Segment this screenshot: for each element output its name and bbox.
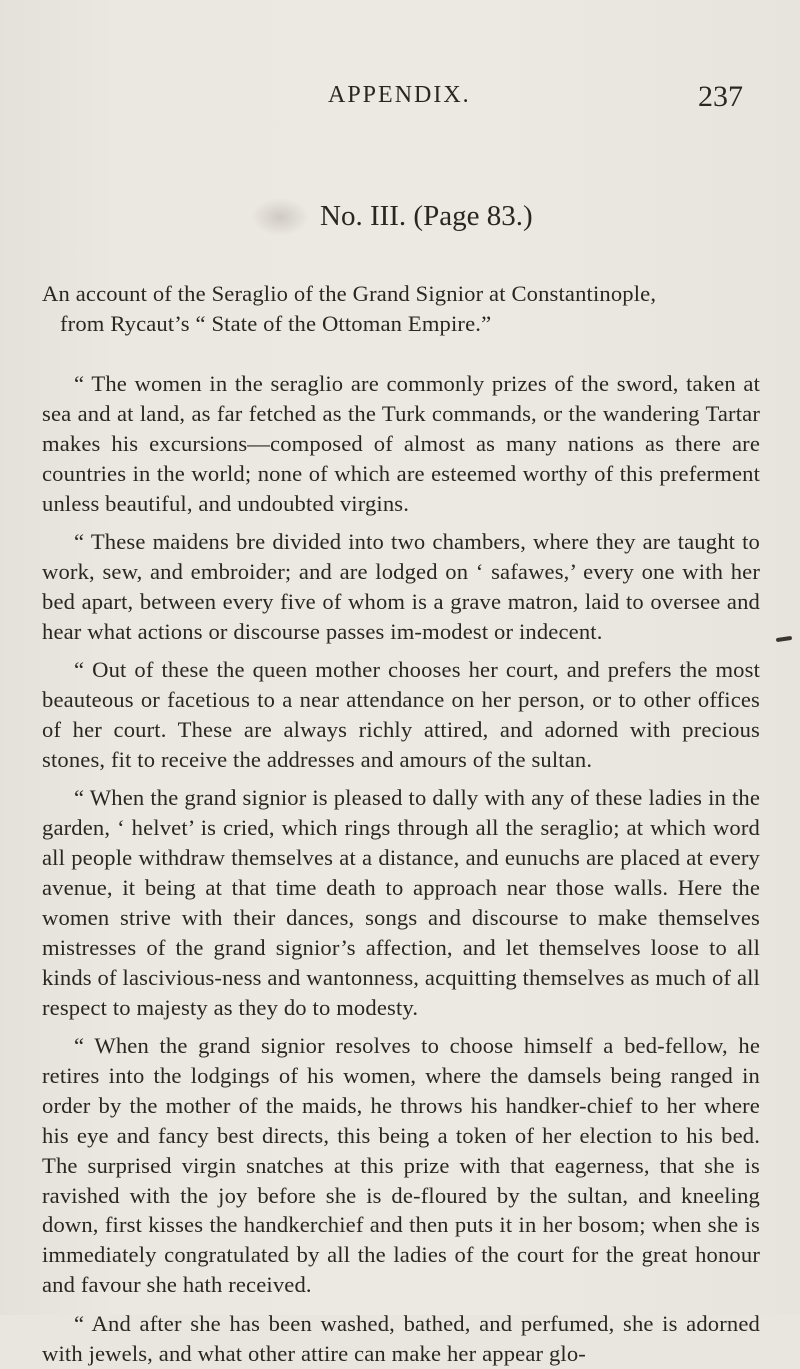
margin-pencil-mark [776,636,792,642]
ink-blot-mark [251,198,309,236]
page-number: 237 [698,80,743,113]
intro-line-1: An account of the Seraglio of the Grand Signior at Constantinople, [42,281,657,306]
paragraph-4: “ When the grand signior is pleased to dally with any of these ladies in the garden, ‘ helvet’ is cried, which rings through all the seraglio; at which word all people withdraw themselves at a distance, and eunuchs are placed at every avenue, it being at that time death to approach near those walls. Here the women strive with their dances, songs and discourse to make themselves mistresses of the grand signior’s affection, and let themselves loose to all kinds of lascivious-ness and wantonness, acquitting themselves as much of all respect to majesty as they do to modesty. [42,785,760,1020]
intro-caption [42,279,760,339]
intro-line-2: from Rycaut’s “ State of the Ottoman Empire.” [60,310,492,336]
body-text [42,369,760,1369]
running-title: APPENDIX. [328,82,471,108]
paragraph-6: “ And after she has been washed, bathed, and perfumed, she is adorned with jewels, and what other attire can make her appear glo- [42,1310,760,1366]
paragraph-1: “ The women in the seraglio are commonly prizes of the sword, taken at sea and at land, as far fetched as the Turk commands, or the wandering Tartar makes his excursions—composed of almost as many nations as there are countries in the world; none of which are esteemed worthy of this preferment unless beautiful, and undoubted virgins. [42,371,760,516]
paragraph-3: “ Out of these the queen mother chooses her court, and prefers the most beauteous or facetious to a near attendance on her person, or to other offices of her court. These are always richly attired, and adorned with precious stones, fit to receive the addresses and amours of the sultan. [42,657,760,772]
running-head [0,80,800,120]
paragraph-2: “ These maidens bre divided into two chambers, where they are taught to work, sew, and embroider; and are lodged on ‘ safawes,’ every one with her bed apart, between every five of whom is a grave matron, laid to oversee and hear what actions or discourse passes im-modest or indecent. [42,529,760,644]
paragraph-5: “ When the grand signior resolves to choose himself a bed-fellow, he retires into the lodgings of his women, where the damsels being ranged in order by the mother of the maids, he throws his handker-chief to her where his eye and fancy best directs, this being a token of her election to his bed. The surprised virgin snatches at this prize with that eagerness, that she is ravished with the joy before she is de-floured by the sultan, and kneeling down, first kisses the handkerchief and then puts it in her bosom; when she is immediately congratulated by all the ladies of the court for the great honour and favour she hath received. [42,1033,760,1298]
section-heading: No. III. (Page 83.) [320,200,533,232]
